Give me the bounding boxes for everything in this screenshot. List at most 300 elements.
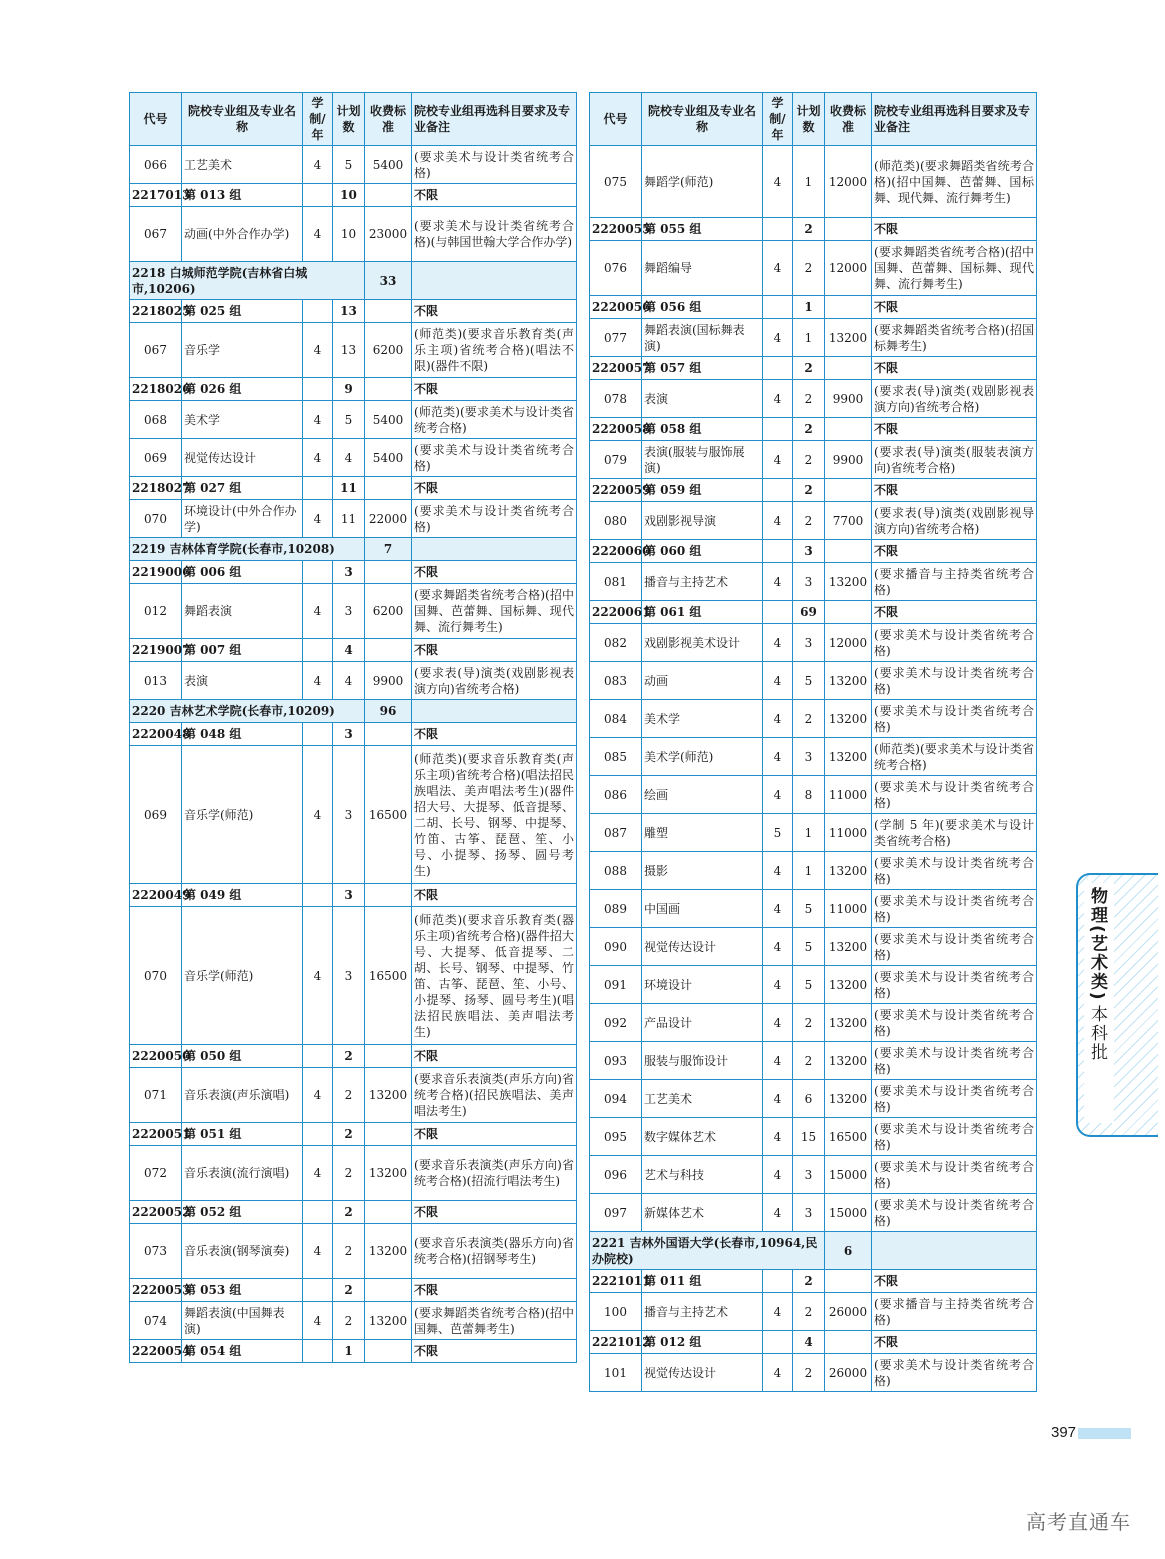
group-row: [130, 723, 577, 746]
major-fee: 5400: [365, 401, 412, 439]
major-name: 表演: [182, 662, 303, 700]
major-row: [130, 584, 577, 639]
group-name: 第 050 组: [182, 1045, 303, 1068]
group-requirement: 不限: [412, 884, 577, 907]
major-name: 动画: [642, 662, 763, 700]
major-plan: 3: [793, 624, 825, 662]
major-requirements: (师范类)(要求音乐教育类(器乐主项)省统考合格)(器件招大号、大提琴、低音提琴、二胡、长号、钢琴、中提琴、竹笛、古筝、琵琶、笙、小号、小提琴、扬琴、圆号考生)(唱法招民族唱法、美声唱法考生): [412, 907, 577, 1045]
major-plan: 3: [333, 907, 365, 1045]
major-plan: 2: [793, 1354, 825, 1392]
header-fee: 收费标准: [365, 93, 412, 146]
major-plan: 4: [333, 662, 365, 700]
school-plan: 96: [365, 700, 412, 723]
major-row: [590, 441, 1037, 479]
group-years: [303, 1123, 333, 1146]
major-fee: 6200: [365, 323, 412, 378]
major-plan: 6: [793, 1080, 825, 1118]
major-plan: 5: [793, 890, 825, 928]
major-row: [590, 146, 1037, 218]
group-name: 第 013 组: [182, 184, 303, 207]
group-name: 第 055 组: [642, 218, 763, 241]
major-name: 音乐表演(流行演唱): [182, 1146, 303, 1201]
group-fee: [365, 723, 412, 746]
major-requirements: (要求美术与设计类省统考合格): [872, 624, 1037, 662]
group-requirement: 不限: [412, 1201, 577, 1224]
major-row: [130, 207, 577, 262]
major-code: 067: [130, 207, 182, 262]
major-requirements: (要求美术与设计类省统考合格): [872, 700, 1037, 738]
group-name: 第 051 组: [182, 1123, 303, 1146]
major-requirements: (要求音乐表演类(声乐方向)省统考合格)(招流行唱法考生): [412, 1146, 577, 1201]
major-plan: 2: [793, 1004, 825, 1042]
major-requirements: (学制 5 年)(要求美术与设计类省统考合格): [872, 814, 1037, 852]
major-years: 4: [763, 928, 793, 966]
group-years: [303, 184, 333, 207]
group-name: 第 053 组: [182, 1279, 303, 1302]
group-name: 第 058 组: [642, 418, 763, 441]
group-name: 第 056 组: [642, 296, 763, 319]
major-fee: 13200: [825, 319, 872, 357]
major-years: 4: [303, 1146, 333, 1201]
group-fee: [825, 296, 872, 319]
major-name: 新媒体艺术: [642, 1194, 763, 1232]
major-plan: 5: [333, 401, 365, 439]
major-name: 视觉传达设计: [642, 1354, 763, 1392]
group-plan: 2: [793, 418, 825, 441]
major-requirements: (师范类)(要求美术与设计类省统考合格): [872, 738, 1037, 776]
major-code: 081: [590, 563, 642, 601]
major-fee: 23000: [365, 207, 412, 262]
major-row: [590, 1156, 1037, 1194]
major-fee: 15000: [825, 1156, 872, 1194]
major-name: 音乐表演(钢琴演奏): [182, 1224, 303, 1279]
major-fee: 13200: [825, 563, 872, 601]
major-code: 071: [130, 1068, 182, 1123]
group-name: 第 007 组: [182, 639, 303, 662]
group-years: [303, 477, 333, 500]
group-row: [590, 296, 1037, 319]
group-row: [130, 639, 577, 662]
group-plan: 69: [793, 601, 825, 624]
group-row: [590, 479, 1037, 502]
major-years: 4: [303, 323, 333, 378]
major-code: 084: [590, 700, 642, 738]
major-row: [130, 662, 577, 700]
group-plan: 2: [333, 1201, 365, 1224]
major-years: 4: [763, 700, 793, 738]
major-plan: 3: [793, 738, 825, 776]
major-row: [590, 624, 1037, 662]
major-fee: 12000: [825, 624, 872, 662]
group-fee: [365, 378, 412, 401]
major-code: 085: [590, 738, 642, 776]
group-requirement: 不限: [412, 561, 577, 584]
major-plan: 1: [793, 852, 825, 890]
major-row: [590, 738, 1037, 776]
header-requirements: 院校专业组再选科目要求及专业备注: [412, 93, 577, 146]
watermark: 高考直通车: [1026, 1510, 1131, 1534]
group-row: [130, 1123, 577, 1146]
group-years: [303, 1340, 333, 1363]
major-row: [130, 1068, 577, 1123]
group-row: [130, 1279, 577, 1302]
group-row: [130, 477, 577, 500]
group-name: 第 026 组: [182, 378, 303, 401]
group-fee: [365, 639, 412, 662]
group-code: 2220050: [130, 1045, 182, 1068]
major-fee: 13200: [825, 1042, 872, 1080]
group-requirement: 不限: [412, 1340, 577, 1363]
major-code: 095: [590, 1118, 642, 1156]
major-row: [130, 746, 577, 884]
major-fee: 5400: [365, 146, 412, 184]
group-fee: [825, 479, 872, 502]
major-plan: 2: [793, 1293, 825, 1331]
group-plan: 1: [793, 296, 825, 319]
major-requirements: (要求音乐表演类(器乐方向)省统考合格)(招钢琴考生): [412, 1224, 577, 1279]
major-plan: 2: [793, 380, 825, 418]
group-row: [130, 184, 577, 207]
group-code: 2220058: [590, 418, 642, 441]
school-row: [130, 538, 577, 561]
major-plan: 3: [793, 563, 825, 601]
group-requirement: 不限: [872, 357, 1037, 380]
major-plan: 2: [793, 441, 825, 479]
major-plan: 11: [333, 500, 365, 538]
major-code: 097: [590, 1194, 642, 1232]
major-code: 073: [130, 1224, 182, 1279]
major-requirements: (师范类)(要求音乐教育类(声乐主项)省统考合格)(唱法不限)(器件不限): [412, 323, 577, 378]
major-requirements: (要求美术与设计类省统考合格): [872, 1118, 1037, 1156]
major-years: 4: [763, 1042, 793, 1080]
group-years: [303, 561, 333, 584]
group-row: [590, 218, 1037, 241]
group-name: 第 060 组: [642, 540, 763, 563]
major-row: [130, 500, 577, 538]
group-plan: 9: [333, 378, 365, 401]
major-requirements: (要求表(导)演类(戏剧影视导演方向)省统考合格): [872, 502, 1037, 540]
major-years: 4: [303, 401, 333, 439]
major-code: 070: [130, 907, 182, 1045]
major-years: 5: [763, 814, 793, 852]
major-name: 音乐学(师范): [182, 746, 303, 884]
group-fee: [825, 601, 872, 624]
major-plan: 5: [793, 662, 825, 700]
major-requirements: (要求美术与设计类省统考合格): [872, 1080, 1037, 1118]
major-row: [590, 814, 1037, 852]
major-years: 4: [303, 1302, 333, 1340]
major-row: [590, 1354, 1037, 1392]
major-years: 4: [763, 1194, 793, 1232]
major-code: 069: [130, 746, 182, 884]
group-row: [590, 601, 1037, 624]
group-row: [590, 418, 1037, 441]
major-fee: 5400: [365, 439, 412, 477]
group-fee: [825, 218, 872, 241]
group-requirement: 不限: [412, 378, 577, 401]
group-plan: 2: [333, 1123, 365, 1146]
group-plan: 1: [333, 1340, 365, 1363]
major-name: 中国画: [642, 890, 763, 928]
major-plan: 3: [793, 1194, 825, 1232]
group-name: 第 054 组: [182, 1340, 303, 1363]
major-fee: 16500: [365, 746, 412, 884]
group-name: 第 061 组: [642, 601, 763, 624]
group-code: 2218025: [130, 300, 182, 323]
major-years: 4: [763, 1156, 793, 1194]
school-row: [130, 262, 577, 300]
major-years: 4: [303, 1224, 333, 1279]
school-plan: 33: [365, 262, 412, 300]
major-row: [590, 928, 1037, 966]
major-fee: 22000: [365, 500, 412, 538]
group-fee: [365, 1123, 412, 1146]
major-plan: 2: [333, 1302, 365, 1340]
major-name: 舞蹈学(师范): [642, 146, 763, 218]
major-row: [590, 662, 1037, 700]
group-years: [303, 300, 333, 323]
group-code: 2220049: [130, 884, 182, 907]
group-years: [303, 1045, 333, 1068]
admission-table-right: [589, 92, 1037, 1392]
major-code: 012: [130, 584, 182, 639]
school-row: [130, 700, 577, 723]
major-name: 音乐学: [182, 323, 303, 378]
group-years: [763, 601, 793, 624]
group-years: [763, 418, 793, 441]
major-years: 4: [763, 852, 793, 890]
group-requirement: 不限: [412, 184, 577, 207]
major-years: 4: [303, 146, 333, 184]
major-requirements: (要求表(导)演类(服装表演方向)省统考合格): [872, 441, 1037, 479]
major-requirements: (要求播音与主持类省统考合格): [872, 563, 1037, 601]
group-name: 第 006 组: [182, 561, 303, 584]
major-code: 072: [130, 1146, 182, 1201]
school-name: 2220 吉林艺术学院(长春市,10209): [130, 700, 365, 723]
major-name: 环境设计(中外合作办学): [182, 500, 303, 538]
section-side-tab: [1076, 873, 1158, 1137]
school-req: [412, 262, 577, 300]
side-tab-batch: 本科批: [1087, 1005, 1107, 1062]
group-years: [763, 1270, 793, 1293]
group-code: 2220053: [130, 1279, 182, 1302]
major-plan: 3: [333, 584, 365, 639]
major-requirements: (要求美术与设计类省统考合格)(与韩国世翰大学合作办学): [412, 207, 577, 262]
major-plan: 2: [793, 241, 825, 296]
group-requirement: 不限: [872, 218, 1037, 241]
major-requirements: (要求美术与设计类省统考合格): [412, 439, 577, 477]
group-plan: 2: [793, 479, 825, 502]
major-years: 4: [303, 584, 333, 639]
group-name: 第 059 组: [642, 479, 763, 502]
page-number: 397: [1051, 1424, 1077, 1441]
group-plan: 2: [333, 1045, 365, 1068]
major-name: 动画(中外合作办学): [182, 207, 303, 262]
group-name: 第 049 组: [182, 884, 303, 907]
group-code: 2220057: [590, 357, 642, 380]
group-code: 2220048: [130, 723, 182, 746]
major-years: 4: [303, 1068, 333, 1123]
header-code: 代号: [130, 93, 182, 146]
major-requirements: (要求表(导)演类(戏剧影视表演方向)省统考合格): [872, 380, 1037, 418]
major-fee: 13200: [825, 738, 872, 776]
major-requirements: (要求舞蹈类省统考合格)(招中国舞、芭蕾舞、国标舞、现代舞、流行舞考生): [412, 584, 577, 639]
major-name: 视觉传达设计: [642, 928, 763, 966]
major-name: 美术学: [642, 700, 763, 738]
major-name: 戏剧影视美术设计: [642, 624, 763, 662]
major-fee: 13200: [825, 966, 872, 1004]
group-requirement: 不限: [872, 540, 1037, 563]
major-code: 013: [130, 662, 182, 700]
group-requirement: 不限: [412, 1045, 577, 1068]
major-fee: 16500: [365, 907, 412, 1045]
school-row: [590, 1232, 1037, 1270]
major-years: 4: [763, 1354, 793, 1392]
group-plan: 10: [333, 184, 365, 207]
group-years: [303, 723, 333, 746]
header-years: 学制/年: [303, 93, 333, 146]
major-fee: 13200: [365, 1068, 412, 1123]
group-fee: [825, 418, 872, 441]
major-years: 4: [763, 241, 793, 296]
major-name: 艺术与科技: [642, 1156, 763, 1194]
group-years: [763, 1331, 793, 1354]
group-years: [303, 378, 333, 401]
major-years: 4: [303, 907, 333, 1045]
major-code: 070: [130, 500, 182, 538]
school-req: [412, 700, 577, 723]
group-requirement: 不限: [872, 1270, 1037, 1293]
major-years: 4: [763, 319, 793, 357]
major-fee: 13200: [825, 1004, 872, 1042]
major-years: 4: [763, 146, 793, 218]
major-fee: 11000: [825, 776, 872, 814]
major-requirements: (要求舞蹈类省统考合格)(招中国舞、芭蕾舞考生): [412, 1302, 577, 1340]
group-code: 2220052: [130, 1201, 182, 1224]
major-row: [130, 1224, 577, 1279]
group-code: 2217013: [130, 184, 182, 207]
major-row: [590, 966, 1037, 1004]
major-plan: 2: [793, 700, 825, 738]
major-name: 数字媒体艺术: [642, 1118, 763, 1156]
major-requirements: (要求舞蹈类省统考合格)(招国标舞考生): [872, 319, 1037, 357]
major-row: [130, 401, 577, 439]
school-plan: 7: [365, 538, 412, 561]
group-plan: 3: [793, 540, 825, 563]
major-plan: 2: [333, 1224, 365, 1279]
major-name: 摄影: [642, 852, 763, 890]
major-requirements: (要求美术与设计类省统考合格): [872, 890, 1037, 928]
major-fee: 13200: [825, 662, 872, 700]
major-requirements: (要求播音与主持类省统考合格): [872, 1293, 1037, 1331]
major-row: [590, 890, 1037, 928]
major-plan: 2: [793, 502, 825, 540]
group-fee: [825, 540, 872, 563]
major-requirements: (要求美术与设计类省统考合格): [872, 1354, 1037, 1392]
major-requirements: (要求美术与设计类省统考合格): [872, 662, 1037, 700]
group-code: 2221011: [590, 1270, 642, 1293]
major-row: [590, 1004, 1037, 1042]
major-row: [590, 319, 1037, 357]
major-requirements: (师范类)(要求舞蹈类省统考合格)(招中国舞、芭蕾舞、国标舞、现代舞、流行舞考生): [872, 146, 1037, 218]
major-years: 4: [303, 500, 333, 538]
major-years: 4: [763, 563, 793, 601]
major-fee: 11000: [825, 814, 872, 852]
major-row: [130, 439, 577, 477]
major-name: 舞蹈表演: [182, 584, 303, 639]
major-name: 绘画: [642, 776, 763, 814]
major-years: 4: [763, 502, 793, 540]
major-years: 4: [763, 890, 793, 928]
major-requirements: (要求美术与设计类省统考合格): [872, 776, 1037, 814]
major-row: [590, 1080, 1037, 1118]
header-name: 院校专业组及专业名称: [642, 93, 763, 146]
major-code: 094: [590, 1080, 642, 1118]
major-fee: 9900: [825, 380, 872, 418]
major-code: 083: [590, 662, 642, 700]
group-row: [130, 884, 577, 907]
major-plan: 1: [793, 814, 825, 852]
major-row: [130, 146, 577, 184]
major-code: 101: [590, 1354, 642, 1392]
group-row: [590, 540, 1037, 563]
major-row: [590, 1293, 1037, 1331]
major-fee: 15000: [825, 1194, 872, 1232]
header-plan: 计划数: [793, 93, 825, 146]
major-requirements: (要求美术与设计类省统考合格): [872, 928, 1037, 966]
school-name: 2218 白城师范学院(吉林省白城市,10206): [130, 262, 365, 300]
major-code: 075: [590, 146, 642, 218]
major-row: [590, 241, 1037, 296]
major-fee: 13200: [825, 852, 872, 890]
major-years: 4: [303, 746, 333, 884]
group-fee: [365, 477, 412, 500]
group-code: 2218027: [130, 477, 182, 500]
major-plan: 3: [333, 746, 365, 884]
major-requirements: (师范类)(要求美术与设计类省统考合格): [412, 401, 577, 439]
group-plan: 11: [333, 477, 365, 500]
group-requirement: 不限: [412, 639, 577, 662]
major-fee: 13200: [365, 1224, 412, 1279]
major-years: 4: [763, 1080, 793, 1118]
major-plan: 5: [793, 966, 825, 1004]
major-code: 074: [130, 1302, 182, 1340]
major-name: 视觉传达设计: [182, 439, 303, 477]
major-plan: 13: [333, 323, 365, 378]
group-plan: 3: [333, 723, 365, 746]
major-plan: 10: [333, 207, 365, 262]
major-name: 环境设计: [642, 966, 763, 1004]
major-code: 091: [590, 966, 642, 1004]
major-plan: 2: [793, 1042, 825, 1080]
group-row: [130, 561, 577, 584]
major-years: 4: [763, 1004, 793, 1042]
major-requirements: (要求美术与设计类省统考合格): [412, 146, 577, 184]
group-requirement: 不限: [872, 1331, 1037, 1354]
major-fee: 9900: [825, 441, 872, 479]
major-name: 表演: [642, 380, 763, 418]
group-fee: [365, 1045, 412, 1068]
major-name: 表演(服装与服饰展演): [642, 441, 763, 479]
group-years: [303, 884, 333, 907]
group-fee: [365, 561, 412, 584]
major-fee: 13200: [365, 1302, 412, 1340]
major-code: 090: [590, 928, 642, 966]
major-fee: 13200: [825, 1080, 872, 1118]
group-plan: 4: [793, 1331, 825, 1354]
side-tab-subject: 物理(艺术类): [1087, 887, 1107, 1002]
group-row: [590, 1270, 1037, 1293]
